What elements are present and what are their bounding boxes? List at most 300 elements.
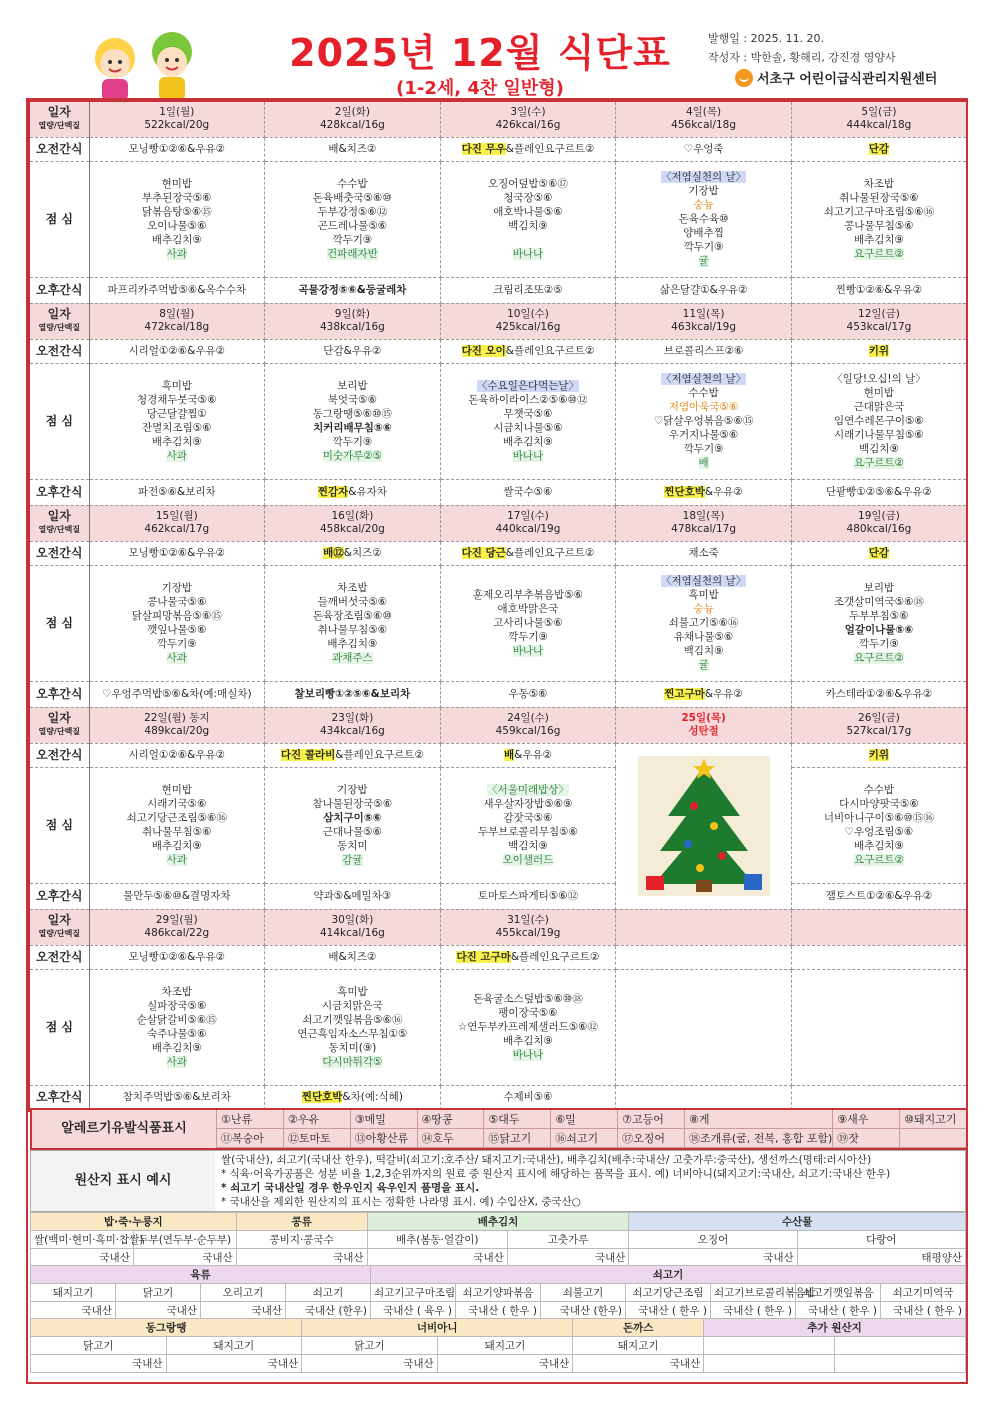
row-label-lunch: 점 심 — [29, 969, 89, 1085]
pm-snack-cell — [265, 479, 441, 505]
lunch-item: 돈육장조림⑤⑥⑩ — [312, 610, 392, 622]
am-snack-item: 다진 콜라비 — [280, 748, 336, 761]
origin-head: 돈까스 — [573, 1319, 704, 1337]
lunch-line — [90, 1055, 265, 1069]
am-snack-cell — [89, 945, 265, 969]
day-kcal: 472kcal/18g — [144, 321, 210, 333]
lunch-line — [792, 456, 966, 470]
lunch-item: 치커리배무침⑤⑥ — [313, 422, 392, 434]
lunch-item: 깍두기⑨ — [859, 638, 899, 650]
lunch-line — [90, 421, 265, 435]
lunch-item: 깍두기⑨ — [683, 443, 724, 455]
lunch-line — [90, 797, 265, 811]
pm-snack-cell — [791, 681, 967, 707]
am-snack-cell — [616, 137, 792, 161]
origin-item: 다랑어 — [797, 1231, 965, 1249]
lunch-item: 두부브로콜리무침⑤⑥ — [477, 826, 578, 838]
lunch-item: 바나나 — [512, 450, 544, 462]
allergy-item: ⑲잣 — [832, 1129, 899, 1148]
pm-snack-cell — [791, 277, 967, 303]
lunch-line — [441, 630, 616, 644]
lunch-cell — [791, 767, 967, 883]
row-label-lunch: 점 심 — [29, 767, 89, 883]
pm-snack-item: 수제비⑤⑥ — [503, 1091, 553, 1104]
lunch-item: 양배추찜 — [683, 227, 724, 239]
day-date: 15일(월) — [155, 510, 198, 522]
lunch-item: 현미밥 — [161, 178, 193, 190]
lunch-item: 당근달걀찜① — [146, 408, 207, 420]
lunch-cell — [791, 565, 967, 681]
origin-value: 국내산 ( 한우 ) — [881, 1302, 966, 1320]
pm-snack-cell — [89, 277, 265, 303]
lunch-line — [441, 1048, 616, 1062]
menu-table — [28, 100, 968, 1112]
day-cell — [265, 505, 441, 541]
lunch-line — [90, 1013, 265, 1027]
lunch-line — [616, 442, 791, 456]
lunch-item: 요구르트② — [853, 652, 904, 664]
lunch-cell — [440, 363, 616, 479]
day-cell — [265, 707, 441, 743]
lunch-item: 고사리나물⑤⑥ — [493, 617, 563, 629]
pm-snack-cell — [89, 479, 265, 505]
origin-head: 쇠고기 — [371, 1266, 966, 1284]
lunch-item: 과채주스 — [332, 652, 373, 664]
day-kcal: 463kcal/19g — [671, 321, 736, 333]
day-date: 1일(월) — [159, 106, 195, 119]
origin-item: 배추(봄동·얼갈이) — [367, 1231, 507, 1249]
lunch-item: 요구르트② — [853, 457, 904, 469]
day-kcal: 440kcal/19g — [495, 523, 561, 535]
lunch-item: 〈저염실천의 날〉 — [660, 575, 747, 587]
origin-item: 돼지고기 — [573, 1337, 704, 1355]
lunch-line — [792, 205, 966, 219]
day-date: 25일(목) — [681, 712, 726, 724]
lunch-line — [792, 219, 966, 233]
lunch-item: 시래기나물무침⑤⑥ — [834, 429, 924, 441]
row-label-pm: 오후간식 — [29, 1085, 89, 1111]
lunch-line — [441, 588, 616, 602]
lunch-line — [616, 644, 791, 658]
lunch-item: 쇠고기당근조림⑤⑥⑯ — [126, 812, 227, 824]
lunch-line — [90, 393, 265, 407]
day-date: 8일(월) — [159, 308, 195, 320]
am-snack-cell — [440, 743, 616, 767]
lunch-line — [90, 581, 265, 595]
lunch-item: 〈서울미래밥상〉 — [487, 784, 569, 796]
allergy-item: ⑭호두 — [417, 1129, 484, 1148]
pm-snack-cell — [440, 681, 616, 707]
lunch-item: ♡닭살우엉볶음⑤⑥⑮ — [653, 415, 754, 427]
lunch-item: 배추김치⑨ — [502, 1035, 553, 1047]
lunch-line — [792, 400, 966, 414]
am-snack-cell — [89, 137, 265, 161]
lunch-item: 깍두기⑨ — [508, 631, 548, 643]
origin-value: 국내산 ( 한우 ) — [626, 1302, 711, 1320]
origin-title: 원산지 표시 예시 — [31, 1151, 215, 1211]
lunch-line — [441, 1034, 616, 1048]
day-date: 5일(금) — [861, 106, 897, 119]
lunch-item: 청국장⑤⑥ — [503, 192, 553, 204]
lunch-item: 콩나물국⑤⑥ — [147, 596, 207, 608]
lunch-line — [792, 247, 966, 261]
origin-value: 국내산 ( 한우 ) — [796, 1302, 881, 1320]
am-snack-cell — [265, 137, 441, 161]
day-cell — [440, 505, 616, 541]
lunch-item: 두부부침⑤⑥ — [849, 610, 909, 622]
page-subtitle: (1-2세, 4찬 일반형) — [396, 78, 564, 99]
day-cell — [89, 909, 265, 945]
day-date: 2일(화) — [334, 106, 370, 119]
origin-grid-2 — [30, 1265, 966, 1320]
pm-snack-item: 찐단호박 — [301, 1091, 343, 1104]
origin-value: 국내산 — [201, 1302, 286, 1320]
day-cell — [791, 303, 967, 339]
lunch-item: 바나나 — [512, 248, 544, 260]
lunch-item: 쇠불고기⑤⑥⑯ — [668, 617, 739, 629]
day-cell — [440, 303, 616, 339]
lunch-item: 배추김치⑨ — [151, 436, 202, 448]
pm-snack-row — [29, 681, 967, 707]
lunch-line — [441, 191, 616, 205]
day-cell — [791, 909, 967, 945]
origin-value: 국내산 — [31, 1355, 167, 1373]
lunch-item: 백김치⑨ — [508, 220, 548, 232]
day-cell — [791, 707, 967, 743]
lunch-cell — [265, 767, 441, 883]
row-label-pm: 오후간식 — [29, 681, 89, 707]
origin-item: 닭고기 — [31, 1337, 167, 1355]
lunch-item: 〈저염실천의 날〉 — [660, 373, 747, 385]
day-kcal: 522kcal/20g — [144, 119, 210, 132]
lunch-line — [90, 811, 265, 825]
allergy-item: ⑨새우 — [832, 1110, 899, 1129]
allergy-items — [216, 1110, 966, 1148]
origin-empty — [704, 1355, 835, 1373]
pm-snack-item: 찰보리빵①②⑤⑥&보리차 — [294, 687, 411, 700]
lunch-item: 기장밥 — [337, 784, 368, 796]
lunch-line — [265, 379, 440, 393]
lunch-item: 배추김치⑨ — [853, 840, 904, 852]
lunch-item: 돈육굴소스덮밥⑤⑥⑩⑱ — [473, 993, 583, 1005]
lunch-cell — [265, 363, 441, 479]
lunch-line — [441, 233, 616, 247]
lunch-line — [792, 825, 966, 839]
day-kcal: 458kcal/20g — [319, 523, 385, 535]
lunch-line — [441, 783, 616, 797]
lunch-cell — [265, 969, 441, 1085]
lunch-line — [90, 783, 265, 797]
day-date: 22일(월) 동지 — [144, 712, 210, 724]
origin-grid-1 — [30, 1212, 966, 1267]
lunch-item: 부추된장국⑤⑥ — [142, 192, 212, 204]
lunch-cell — [89, 161, 265, 277]
lunch-item: 순살닭갈비⑤⑥⑮ — [136, 1014, 217, 1026]
day-cell — [616, 505, 792, 541]
am-snack-cell — [791, 339, 967, 363]
am-snack-item: 다진 무우 — [461, 142, 506, 155]
day-row — [29, 909, 967, 945]
lunch-line — [90, 999, 265, 1013]
day-label: 일자 — [47, 711, 71, 725]
lunch-line — [90, 177, 265, 191]
lunch-line — [265, 407, 440, 421]
lunch-line — [90, 1041, 265, 1055]
day-cell — [440, 707, 616, 743]
am-snack-item: &플레인요구르트② — [510, 950, 600, 963]
lunch-line — [265, 191, 440, 205]
day-sub-label: 열량/단백질 — [38, 525, 81, 534]
lunch-line — [441, 797, 616, 811]
day-kcal: 489kcal/20g — [144, 725, 210, 737]
pm-snack-item: 곡물강정⑤⑥&둥굴레차 — [298, 283, 407, 296]
pm-snack-item: &우유② — [704, 485, 743, 498]
row-label-am: 오전간식 — [29, 743, 89, 767]
day-label: 일자 — [47, 509, 71, 523]
origin-item: 두부(연두부·순두부) — [133, 1231, 236, 1249]
lunch-item: 사과 — [166, 854, 187, 866]
pm-snack-item: 파전⑤⑥&보리차 — [137, 485, 216, 498]
lunch-line — [441, 839, 616, 853]
day-cell — [265, 909, 441, 945]
day-date: 24일(수) — [507, 712, 549, 724]
lunch-cell — [791, 161, 967, 277]
lunch-line — [90, 435, 265, 449]
origin-value: 국내산 ( 한우 ) — [711, 1302, 796, 1320]
origin-item: 돼지고기 — [166, 1337, 302, 1355]
lunch-item: 동그랑땡⑤⑥⑩⑮ — [312, 408, 393, 420]
row-label-day — [29, 101, 89, 137]
lunch-item: 기장밥 — [688, 185, 719, 197]
allergy-item: ③메밀 — [350, 1110, 417, 1129]
lunch-line — [792, 414, 966, 428]
lunch-item: 배추김치⑨ — [502, 436, 553, 448]
day-kcal: 527kcal/17g — [846, 725, 912, 737]
day-date: 3일(수) — [510, 106, 546, 119]
lunch-item: 차조밥 — [863, 178, 895, 190]
origin-item: 쇠불고기 — [541, 1284, 626, 1302]
lunch-line — [265, 797, 440, 811]
lunch-line — [616, 184, 791, 198]
allergy-item: ⑰오징어 — [617, 1129, 684, 1148]
origin-item: 돼지고기 — [31, 1284, 116, 1302]
lunch-item: 흑미밥 — [688, 589, 719, 601]
day-cell — [616, 303, 792, 339]
lunch-line — [90, 595, 265, 609]
origin-value: 국내산 (한우) — [541, 1302, 626, 1320]
day-kcal: 425kcal/16g — [495, 321, 561, 333]
lunch-item: 쇠고기깻잎볶음⑤⑥⑯ — [302, 1014, 403, 1026]
lunch-item: 숭늉 — [693, 199, 714, 211]
lunch-item: 동치미(⑨) — [328, 1042, 377, 1054]
lunch-cell — [265, 565, 441, 681]
origin-item: 쌀(백미·현미·흑미·찹쌀) — [31, 1231, 134, 1249]
lunch-line — [441, 205, 616, 219]
pm-snack-cell — [440, 883, 616, 909]
lunch-item: 오이샐러드 — [502, 854, 554, 866]
lunch-item: 애호박나물⑤⑥ — [493, 206, 563, 218]
day-date: 26일(금) — [858, 712, 900, 724]
lunch-line — [792, 177, 966, 191]
day-cell — [89, 101, 265, 137]
lunch-item: 들깨버섯국⑤⑥ — [317, 596, 388, 608]
day-date: 17일(수) — [507, 510, 549, 522]
day-cell — [89, 505, 265, 541]
origin-head: 밥·죽·누룽지 — [31, 1213, 237, 1231]
issue-info — [708, 29, 896, 67]
origin-head: 배추김치 — [367, 1213, 629, 1231]
origin-value: 국내산 — [116, 1302, 201, 1320]
lunch-item: 기장밥 — [161, 582, 193, 594]
day-kcal: 438kcal/16g — [319, 321, 385, 333]
lunch-item: 콩나물무침⑤⑥ — [844, 220, 914, 232]
pm-snack-cell — [616, 681, 792, 707]
lunch-line — [265, 205, 440, 219]
pm-snack-item: &우유② — [704, 687, 743, 700]
lunch-line — [265, 421, 440, 435]
lunch-item: 깍두기⑨ — [332, 436, 373, 448]
lunch-item: 감귤 — [342, 854, 363, 866]
lunch-item: 배추김치⑨ — [151, 840, 202, 852]
lunch-line — [441, 247, 616, 261]
lunch-item: 애호박맑은국 — [497, 603, 559, 615]
pm-snack-row — [29, 479, 967, 505]
lunch-line — [616, 254, 791, 268]
pm-snack-cell — [616, 277, 792, 303]
lunch-line — [792, 428, 966, 442]
lunch-item: 현미밥 — [863, 387, 895, 399]
lunch-item: 조갯살미역국⑤⑥⑱ — [833, 596, 925, 608]
day-kcal: 456kcal/18g — [671, 119, 736, 132]
day-kcal: 455kcal/19g — [495, 927, 561, 939]
lunch-line — [441, 379, 616, 393]
lunch-line — [90, 379, 265, 393]
allergy-item: ⑤대두 — [483, 1110, 550, 1129]
row-label-day — [29, 909, 89, 945]
lunch-item: 깻잎나물⑤⑥ — [147, 624, 207, 636]
lunch-line — [792, 839, 966, 853]
lunch-line — [441, 407, 616, 421]
day-kcal: 428kcal/16g — [319, 119, 385, 132]
lunch-line — [441, 825, 616, 839]
lunch-item: 저염아욱국⑤⑥ — [668, 401, 739, 413]
lunch-row — [29, 767, 967, 883]
lunch-item: 팽이장국⑤⑥ — [498, 1007, 558, 1019]
lunch-item: 건파래자반 — [327, 248, 378, 260]
lunch-item: 근대나물⑤⑥ — [322, 826, 383, 838]
lunch-cell — [440, 767, 616, 883]
lunch-line — [792, 442, 966, 456]
lunch-line — [792, 609, 966, 623]
origin-lines — [221, 1153, 961, 1209]
lunch-line — [441, 449, 616, 463]
pm-snack-item: 찐고구마 — [664, 687, 705, 700]
day-date: 19일(금) — [858, 510, 900, 522]
am-snack-cell — [89, 541, 265, 565]
pm-snack-item: 참치주먹밥⑤⑥&보리차 — [122, 1091, 231, 1104]
day-cell — [791, 101, 967, 137]
allergy-item: ⑬아황산류 — [350, 1129, 417, 1148]
row-label-lunch: 점 심 — [29, 565, 89, 681]
smile-logo-icon — [735, 69, 753, 87]
pm-snack-item: 잼토스트①②⑥&우유② — [825, 889, 933, 902]
lunch-item: ☆연두부카프레제샐러드⑤⑥⑫ — [457, 1021, 599, 1033]
lunch-cell — [791, 969, 967, 1085]
am-snack-row — [29, 743, 967, 767]
lunch-item: 귤 — [698, 659, 709, 671]
row-label-pm: 오후간식 — [29, 883, 89, 909]
lunch-line — [792, 595, 966, 609]
am-snack-item: 다진 당근 — [461, 546, 506, 559]
origin-item: 닭고기 — [302, 1337, 438, 1355]
lunch-item: 두부강정⑤⑥⑫ — [317, 206, 388, 218]
pm-snack-row — [29, 883, 967, 909]
lunch-item: 흑미밥 — [337, 986, 368, 998]
day-sub-label: 열량/단백질 — [38, 323, 81, 332]
lunch-item: 시금치나물⑤⑥ — [493, 422, 563, 434]
allergy-item: ②우유 — [283, 1110, 350, 1129]
pm-snack-item: &차(예:식혜) — [342, 1091, 403, 1104]
origin-value: 국내산 — [133, 1249, 236, 1267]
lunch-row — [29, 363, 967, 479]
lunch-line — [616, 658, 791, 672]
lunch-line — [265, 177, 440, 191]
day-date: 10일(수) — [507, 308, 549, 320]
lunch-line — [616, 456, 791, 470]
am-snack-row — [29, 541, 967, 565]
origin-head: 추가 원산지 — [704, 1319, 966, 1337]
lunch-item: 다시마양팟국⑤⑥ — [839, 798, 919, 810]
lunch-item: 닭볶음탕⑤⑥⑮ — [141, 206, 212, 218]
origin-value: 국내산 — [31, 1249, 134, 1267]
lunch-item: 사과 — [166, 450, 187, 462]
allergy-item: ⑯쇠고기 — [550, 1129, 617, 1148]
lunch-item: 귤 — [698, 255, 709, 267]
day-date: 29일(월) — [155, 914, 198, 926]
pm-snack-item: 크림리조또②⑤ — [493, 283, 563, 296]
lunch-item: 새우살자장밥⑤⑥⑨ — [483, 798, 573, 810]
day-row — [29, 505, 967, 541]
am-snack-item: 배 — [503, 748, 515, 761]
row-label-lunch: 점 심 — [29, 363, 89, 479]
am-snack-item: 모닝빵①②⑥&우유② — [128, 546, 226, 559]
lunch-item: 차조밥 — [161, 986, 193, 998]
lunch-cell — [440, 969, 616, 1085]
lunch-item: 오이나물⑤⑥ — [147, 220, 207, 232]
origin-item: 오리고기 — [201, 1284, 286, 1302]
lunch-item: 숭늉 — [693, 603, 714, 615]
origin-value: 태평양산 — [797, 1249, 965, 1267]
am-snack-cell — [265, 541, 441, 565]
lunch-cell — [616, 969, 792, 1085]
row-label-am: 오전간식 — [29, 541, 89, 565]
pm-snack-cell — [89, 681, 265, 707]
lunch-item: 수수밥 — [688, 387, 719, 399]
lunch-item: 청경채두붓국⑤⑥ — [136, 394, 217, 406]
lunch-item: 잔멸치조림⑤⑥ — [142, 422, 212, 434]
lunch-line — [441, 177, 616, 191]
pm-snack-cell — [265, 681, 441, 707]
lunch-item: 실파장국⑤⑥ — [147, 1000, 207, 1012]
day-kcal: 480kcal/16g — [846, 523, 912, 535]
pm-snack-row — [29, 277, 967, 303]
day-sub-label: 열량/단백질 — [38, 121, 81, 131]
lunch-line — [616, 602, 791, 616]
lunch-line — [265, 825, 440, 839]
pm-snack-item: ♡우엉주먹밥⑤⑥&차(예:매실차) — [102, 687, 252, 700]
am-snack-cell — [791, 541, 967, 565]
day-cell — [265, 303, 441, 339]
